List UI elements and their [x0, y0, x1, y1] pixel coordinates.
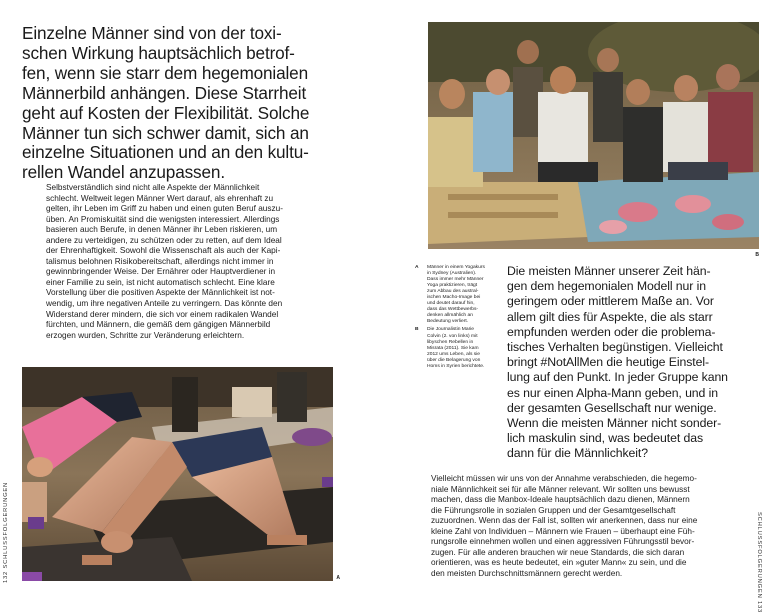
- body-line: fürchten, und Männern, die gemäß dem gängigen Männerbild: [46, 320, 271, 330]
- caption-b: [415, 327, 503, 369]
- body-line: erzogen wurden, Schritte zur Veränderung erleichtern.: [46, 330, 245, 340]
- body-line: Selbstverständlich sind nicht alle Aspekte der Männlichkeit: [46, 183, 260, 192]
- body-line: den meisten Durchschnittsmännern gerecht werden.: [431, 568, 623, 578]
- caption-line: Homs in Syrien berichtete.: [427, 363, 485, 369]
- caption-line: Misrata (2011). Sie kam: [427, 345, 479, 351]
- lead-line: Männer tun sich schwer damit, sich an: [22, 122, 309, 143]
- pull-line: lich maskulin sind, was bedeutet das: [507, 431, 703, 446]
- caption-line: Männer in einem Yogakurs: [427, 265, 485, 270]
- caption-line: zum Abbau des austral-: [427, 289, 479, 295]
- lead-line: rellen Wandel anzupassen.: [22, 162, 225, 183]
- lead-line: Männerbild anhängen. Diese Starrheit: [22, 82, 307, 103]
- pull-line: Die meisten Männer unserer Zeit hän-: [507, 264, 711, 278]
- caption-line: und deutet darauf hin,: [427, 301, 475, 307]
- caption-line: Bedeutung verliert.: [427, 319, 469, 325]
- body-line: basieren auch Berufe, in denen Männer ihr Leben riskieren, um: [46, 225, 278, 235]
- pull-line: tisches Verhalten begünstigen. Vielleicht: [507, 340, 723, 355]
- pull-line: allem gilt dies für Aspekte, die als starr: [507, 309, 713, 324]
- lead-line: Einzelne Männer sind von der toxi-: [22, 23, 282, 43]
- body-line: gelten, ihr Leben im Griff zu haben und einen guten Beruf auszu-: [46, 204, 283, 214]
- body-line: die Führungsrolle in sozialen Gruppen und der Gesamtgesellschaft: [431, 505, 676, 515]
- caption-line: Die Journalistin Marie: [427, 327, 475, 333]
- lead-paragraph: [22, 24, 322, 183]
- body-line: einer Familie zu sein, ist nicht automatisch schlecht. Eine klare: [46, 277, 275, 287]
- body-line: schlecht. Weltweit legen Männer Wert darauf, als ehrenhaft zu: [46, 193, 274, 203]
- caption-line: über die Belagerung von: [427, 357, 481, 363]
- body-line: Vielleicht müssen wir uns von der Annahme verabschieden, die hegemo-: [431, 474, 697, 483]
- pull-line: empfunden werden oder die problema-: [507, 324, 716, 339]
- caption-line: Dass immer mehr Männer: [427, 277, 484, 283]
- caption-line: denken allmählich an: [427, 313, 473, 319]
- body-line: andere zu verteidigen, zu schützen oder zu retten, auf dem Ideal: [46, 235, 282, 245]
- caption-line: dass das Wettbewerbs-: [427, 307, 479, 313]
- caption-line: 2012 ums Leben, als sie: [427, 351, 481, 357]
- photo-yoga-class: [22, 367, 340, 581]
- body-line: niale Männlichkeit sei für alle Männer relevant. Wir sollten uns bewusst: [431, 484, 690, 494]
- pull-line: dann für die Männlichkeit?: [507, 446, 648, 461]
- photo-label-b: B: [755, 252, 759, 258]
- pull-line: es nur einen Alpha-Mann geben, und in: [507, 385, 718, 400]
- caption-line: Colvin (2. von links) mit: [427, 333, 478, 339]
- body-line: gewinnbringender Weise. Der Ernährer oder Hauptverdiener in: [46, 267, 276, 277]
- body-line: zugen. Für alle anderen brauchen wir neue Standards, die sich daran: [431, 547, 685, 557]
- caption-letter: B: [415, 327, 419, 333]
- right-body-column: [431, 474, 731, 579]
- body-line: orientieren, was es heute bedeutet, ein »guter Mann« zu sein, und die: [431, 558, 687, 568]
- pull-line: geringem oder mittlerem Maße an. Vor: [507, 294, 714, 309]
- caption-line: ischen Macho-Image bei: [427, 295, 481, 301]
- pull-line: gen dem hegemonialen Modell nur in: [507, 279, 706, 294]
- pull-line: der gesamten Gesellschaft nur wenige.: [507, 400, 717, 415]
- pull-paragraph: [507, 264, 755, 462]
- body-line: machen, dass die Manbox-Ideale hauptsächlich dazu dienen, Männern: [431, 495, 690, 505]
- lead-line: fen, wenn sie starr dem hegemonialen: [22, 62, 308, 83]
- lead-line: schen Wirkung hauptsächlich betrof-: [22, 42, 295, 63]
- body-line: kleine Zahl von Individuen – Männern wie Frauen – überhaupt eine Füh-: [431, 526, 695, 536]
- lead-line: einzelne Situationen und an den kultu-: [22, 142, 309, 163]
- lead-line: geht auf Kosten der Flexibilität. Solche: [22, 102, 310, 123]
- pull-line: lung auf den Punkt. In jeder Gruppe kann: [507, 370, 728, 385]
- pull-line: Wenn die meisten Männer nicht sonder-: [507, 416, 722, 431]
- body-line: rungsrolle einnehmen wollen und einen aggressiven Führungsstil bevor-: [431, 537, 695, 547]
- running-head-left: 132 SCHLUSSFOLGERUNGEN: [3, 481, 9, 583]
- body-line: Widerstand derer mindern, die sich vor einem radikalen Wandel: [46, 309, 279, 319]
- photo-journalist-with-rebels: [428, 22, 759, 258]
- photo-label-a: A: [336, 575, 340, 581]
- body-line: wendig, um ihre negativen Anteile zu verringern. Das könnte den: [46, 299, 283, 309]
- photo-captions: [415, 265, 503, 372]
- caption-line: libyschen Rebellen in: [427, 339, 474, 345]
- body-line: üben. An Promiskuität sind die wenigsten interessiert. Allerdings: [46, 214, 280, 224]
- left-body-column: [46, 183, 326, 341]
- caption-line: in Sydney (Australien).: [427, 271, 477, 277]
- caption-line: Yoga praktizieren, trägt: [427, 283, 478, 289]
- body-line: Vorstellung über die positiven Aspekte der Männlichkeit ist not-: [46, 288, 275, 298]
- running-head-right: SCHLUSSFOLGERUNGEN 133: [756, 512, 762, 614]
- caption-letter: A: [415, 265, 419, 270]
- body-line: talismus belohnen Risikobereitschaft, allerdings nicht immer in: [46, 256, 274, 266]
- caption-a: [415, 265, 503, 325]
- body-line: der Ehrenhaftigkeit. Sowohl die Wissenschaft als auch der Kapi-: [46, 246, 281, 256]
- body-line: zuzuordnen. Wenn das der Fall ist, sollten wir anerkennen, dass nur eine: [431, 516, 698, 526]
- pull-line: bringt #NotAllMen die heutige Einstel-: [507, 355, 709, 370]
